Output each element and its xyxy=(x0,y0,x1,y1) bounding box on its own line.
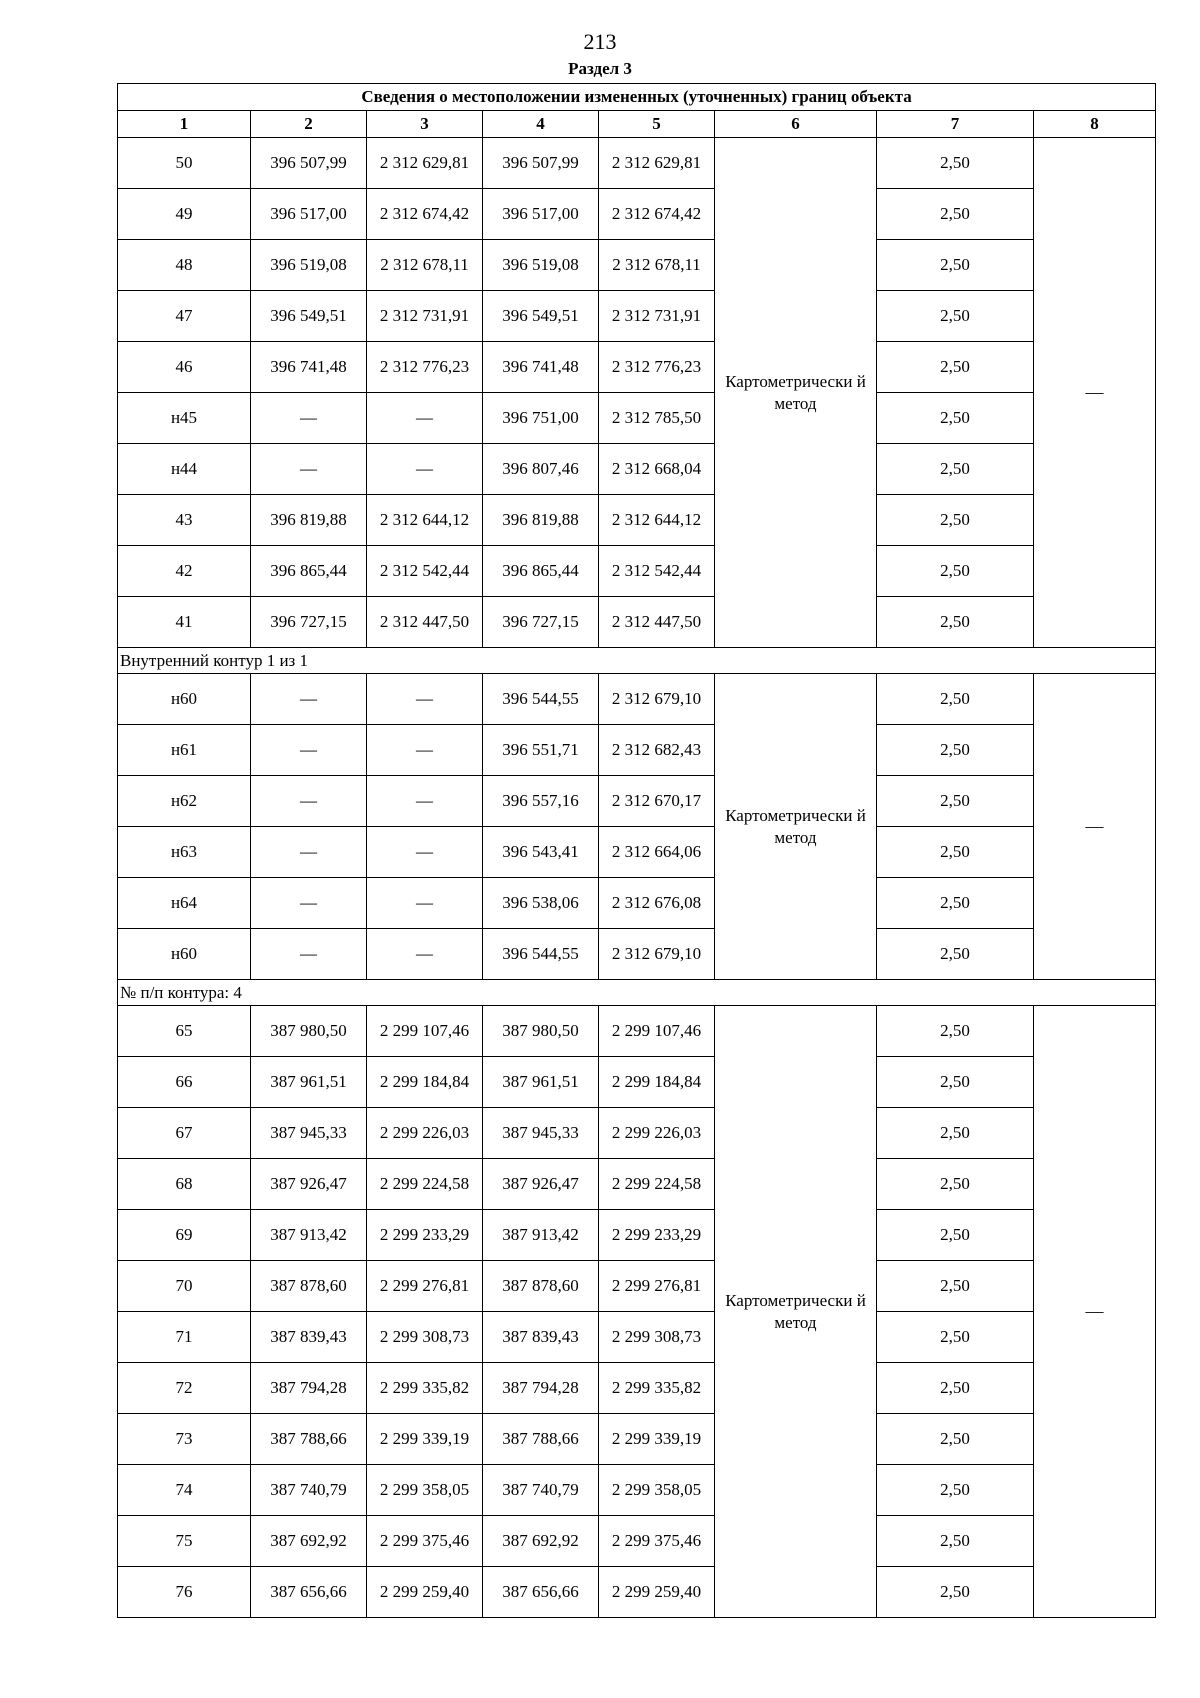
y-new-cell: 2 299 107,46 xyxy=(599,1006,715,1057)
table-row xyxy=(118,444,1156,495)
point-number-cell: 74 xyxy=(118,1465,251,1516)
x-old-cell: 396 549,51 xyxy=(251,291,367,342)
accuracy-cell: 2,50 xyxy=(877,291,1034,342)
table-row xyxy=(118,1108,1156,1159)
x-new-cell: 396 544,55 xyxy=(483,674,599,725)
x-new-cell: 396 741,48 xyxy=(483,342,599,393)
y-new-cell: 2 312 682,43 xyxy=(599,725,715,776)
y-old-cell: — xyxy=(367,776,483,827)
point-number-cell: 68 xyxy=(118,1159,251,1210)
accuracy-cell: 2,50 xyxy=(877,1159,1034,1210)
y-new-cell: 2 299 375,46 xyxy=(599,1516,715,1567)
x-old-cell: 387 913,42 xyxy=(251,1210,367,1261)
table-row xyxy=(118,240,1156,291)
point-number-cell: н60 xyxy=(118,929,251,980)
x-old-cell: 396 727,15 xyxy=(251,597,367,648)
x-old-cell: 396 865,44 xyxy=(251,546,367,597)
table-row xyxy=(118,1261,1156,1312)
x-old-cell: 396 741,48 xyxy=(251,342,367,393)
x-old-cell: 387 980,50 xyxy=(251,1006,367,1057)
y-old-cell: 2 299 308,73 xyxy=(367,1312,483,1363)
method-cell: Картометрически й метод xyxy=(715,674,877,980)
y-new-cell: 2 299 184,84 xyxy=(599,1057,715,1108)
point-number-cell: 41 xyxy=(118,597,251,648)
boundary-coordinates-table xyxy=(117,83,1156,1618)
column-number-header-row xyxy=(118,111,1156,138)
accuracy-cell: 2,50 xyxy=(877,878,1034,929)
x-new-cell: 396 543,41 xyxy=(483,827,599,878)
accuracy-cell: 2,50 xyxy=(877,1465,1034,1516)
y-old-cell: — xyxy=(367,827,483,878)
table-row xyxy=(118,291,1156,342)
x-old-cell: 396 819,88 xyxy=(251,495,367,546)
y-new-cell: 2 299 259,40 xyxy=(599,1567,715,1618)
x-new-cell: 396 751,00 xyxy=(483,393,599,444)
y-new-cell: 2 299 276,81 xyxy=(599,1261,715,1312)
table-row xyxy=(118,1057,1156,1108)
x-new-cell: 387 692,92 xyxy=(483,1516,599,1567)
point-number-cell: 50 xyxy=(118,138,251,189)
accuracy-cell: 2,50 xyxy=(877,393,1034,444)
y-new-cell: 2 312 668,04 xyxy=(599,444,715,495)
point-number-cell: 48 xyxy=(118,240,251,291)
accuracy-cell: 2,50 xyxy=(877,776,1034,827)
table-row xyxy=(118,495,1156,546)
x-old-cell: 387 926,47 xyxy=(251,1159,367,1210)
y-new-cell: 2 312 676,08 xyxy=(599,878,715,929)
x-old-cell: 396 517,00 xyxy=(251,189,367,240)
table-row xyxy=(118,1312,1156,1363)
y-new-cell: 2 312 785,50 xyxy=(599,393,715,444)
y-new-cell: 2 299 358,05 xyxy=(599,1465,715,1516)
y-old-cell: 2 312 629,81 xyxy=(367,138,483,189)
accuracy-cell: 2,50 xyxy=(877,597,1034,648)
x-old-cell: 387 839,43 xyxy=(251,1312,367,1363)
table-row xyxy=(118,1414,1156,1465)
column-number-header: 5 xyxy=(599,111,715,138)
contour-label-row xyxy=(118,648,1156,674)
table-row xyxy=(118,1210,1156,1261)
accuracy-cell: 2,50 xyxy=(877,674,1034,725)
x-new-cell: 396 865,44 xyxy=(483,546,599,597)
y-new-cell: 2 312 542,44 xyxy=(599,546,715,597)
y-old-cell: 2 299 339,19 xyxy=(367,1414,483,1465)
x-old-cell: 396 507,99 xyxy=(251,138,367,189)
accuracy-cell: 2,50 xyxy=(877,1057,1034,1108)
accuracy-cell: 2,50 xyxy=(877,546,1034,597)
column-number-header: 2 xyxy=(251,111,367,138)
table-row xyxy=(118,138,1156,189)
point-number-cell: 46 xyxy=(118,342,251,393)
x-old-cell: — xyxy=(251,827,367,878)
x-new-cell: 396 807,46 xyxy=(483,444,599,495)
point-number-cell: 75 xyxy=(118,1516,251,1567)
y-new-cell: 2 299 233,29 xyxy=(599,1210,715,1261)
x-new-cell: 387 961,51 xyxy=(483,1057,599,1108)
y-old-cell: 2 312 731,91 xyxy=(367,291,483,342)
table-row xyxy=(118,189,1156,240)
y-old-cell: 2 312 644,12 xyxy=(367,495,483,546)
y-new-cell: 2 312 670,17 xyxy=(599,776,715,827)
accuracy-cell: 2,50 xyxy=(877,444,1034,495)
x-new-cell: 396 507,99 xyxy=(483,138,599,189)
table-row xyxy=(118,674,1156,725)
accuracy-cell: 2,50 xyxy=(877,1006,1034,1057)
y-old-cell: 2 312 776,23 xyxy=(367,342,483,393)
table-row xyxy=(118,776,1156,827)
x-old-cell: 387 878,60 xyxy=(251,1261,367,1312)
page-number: 213 xyxy=(583,29,617,54)
point-number-cell: н45 xyxy=(118,393,251,444)
x-old-cell: 387 945,33 xyxy=(251,1108,367,1159)
contour-label: Внутренний контур 1 из 1 xyxy=(118,648,1156,674)
accuracy-cell: 2,50 xyxy=(877,189,1034,240)
method-cell: Картометрически й метод xyxy=(715,1006,877,1618)
y-old-cell: — xyxy=(367,444,483,495)
point-number-cell: 66 xyxy=(118,1057,251,1108)
accuracy-cell: 2,50 xyxy=(877,1516,1034,1567)
accuracy-cell: 2,50 xyxy=(877,240,1034,291)
y-new-cell: 2 312 678,11 xyxy=(599,240,715,291)
table-caption: Сведения о местоположении измененных (уточненных) границ объекта xyxy=(118,84,1156,111)
accuracy-cell: 2,50 xyxy=(877,1261,1034,1312)
table-row xyxy=(118,1006,1156,1057)
column-number-header: 1 xyxy=(118,111,251,138)
point-number-cell: н64 xyxy=(118,878,251,929)
point-number-cell: н44 xyxy=(118,444,251,495)
point-number-cell: 47 xyxy=(118,291,251,342)
x-old-cell: — xyxy=(251,674,367,725)
point-number-cell: 71 xyxy=(118,1312,251,1363)
y-new-cell: 2 299 224,58 xyxy=(599,1159,715,1210)
y-new-cell: 2 312 629,81 xyxy=(599,138,715,189)
y-new-cell: 2 312 679,10 xyxy=(599,674,715,725)
y-old-cell: 2 299 224,58 xyxy=(367,1159,483,1210)
column-number-header: 6 xyxy=(715,111,877,138)
x-new-cell: 396 517,00 xyxy=(483,189,599,240)
x-old-cell: — xyxy=(251,444,367,495)
table-row xyxy=(118,929,1156,980)
table-row xyxy=(118,725,1156,776)
x-new-cell: 387 945,33 xyxy=(483,1108,599,1159)
y-old-cell: 2 299 259,40 xyxy=(367,1567,483,1618)
accuracy-cell: 2,50 xyxy=(877,342,1034,393)
y-new-cell: 2 312 679,10 xyxy=(599,929,715,980)
x-new-cell: 396 819,88 xyxy=(483,495,599,546)
y-new-cell: 2 312 664,06 xyxy=(599,827,715,878)
point-number-cell: 42 xyxy=(118,546,251,597)
x-new-cell: 396 551,71 xyxy=(483,725,599,776)
y-old-cell: 2 299 233,29 xyxy=(367,1210,483,1261)
x-new-cell: 387 839,43 xyxy=(483,1312,599,1363)
point-number-cell: н60 xyxy=(118,674,251,725)
x-new-cell: 387 913,42 xyxy=(483,1210,599,1261)
x-old-cell: 387 788,66 xyxy=(251,1414,367,1465)
x-new-cell: 387 980,50 xyxy=(483,1006,599,1057)
table-row xyxy=(118,1363,1156,1414)
y-old-cell: 2 312 542,44 xyxy=(367,546,483,597)
point-number-cell: н63 xyxy=(118,827,251,878)
y-new-cell: 2 312 644,12 xyxy=(599,495,715,546)
accuracy-cell: 2,50 xyxy=(877,725,1034,776)
point-number-cell: 67 xyxy=(118,1108,251,1159)
column-number-header: 4 xyxy=(483,111,599,138)
point-number-cell: 65 xyxy=(118,1006,251,1057)
x-old-cell: — xyxy=(251,393,367,444)
point-number-cell: 49 xyxy=(118,189,251,240)
y-new-cell: 2 299 308,73 xyxy=(599,1312,715,1363)
table-row xyxy=(118,1465,1156,1516)
table-row xyxy=(118,546,1156,597)
x-old-cell: 387 656,66 xyxy=(251,1567,367,1618)
column-8-cell: — xyxy=(1034,1006,1156,1618)
table-row xyxy=(118,597,1156,648)
y-new-cell: 2 299 339,19 xyxy=(599,1414,715,1465)
table-row xyxy=(118,827,1156,878)
table-row xyxy=(118,1516,1156,1567)
y-old-cell: 2 299 276,81 xyxy=(367,1261,483,1312)
y-old-cell: 2 299 358,05 xyxy=(367,1465,483,1516)
x-new-cell: 387 788,66 xyxy=(483,1414,599,1465)
table-row xyxy=(118,393,1156,444)
x-new-cell: 387 794,28 xyxy=(483,1363,599,1414)
point-number-cell: 72 xyxy=(118,1363,251,1414)
accuracy-cell: 2,50 xyxy=(877,1414,1034,1465)
y-old-cell: 2 299 335,82 xyxy=(367,1363,483,1414)
x-new-cell: 387 656,66 xyxy=(483,1567,599,1618)
point-number-cell: 70 xyxy=(118,1261,251,1312)
table-row xyxy=(118,1567,1156,1618)
y-old-cell: 2 299 107,46 xyxy=(367,1006,483,1057)
y-old-cell: 2 312 674,42 xyxy=(367,189,483,240)
y-old-cell: 2 299 375,46 xyxy=(367,1516,483,1567)
y-new-cell: 2 312 674,42 xyxy=(599,189,715,240)
table-row xyxy=(118,878,1156,929)
x-new-cell: 396 549,51 xyxy=(483,291,599,342)
y-old-cell: — xyxy=(367,674,483,725)
accuracy-cell: 2,50 xyxy=(877,1210,1034,1261)
x-new-cell: 396 519,08 xyxy=(483,240,599,291)
y-new-cell: 2 299 226,03 xyxy=(599,1108,715,1159)
y-old-cell: — xyxy=(367,929,483,980)
table-row xyxy=(118,1159,1156,1210)
y-new-cell: 2 312 447,50 xyxy=(599,597,715,648)
y-old-cell: 2 299 226,03 xyxy=(367,1108,483,1159)
y-old-cell: 2 312 447,50 xyxy=(367,597,483,648)
x-new-cell: 396 727,15 xyxy=(483,597,599,648)
x-old-cell: 387 961,51 xyxy=(251,1057,367,1108)
y-new-cell: 2 299 335,82 xyxy=(599,1363,715,1414)
y-old-cell: — xyxy=(367,393,483,444)
point-number-cell: 76 xyxy=(118,1567,251,1618)
accuracy-cell: 2,50 xyxy=(877,138,1034,189)
table-row xyxy=(118,342,1156,393)
x-old-cell: — xyxy=(251,776,367,827)
y-old-cell: 2 312 678,11 xyxy=(367,240,483,291)
accuracy-cell: 2,50 xyxy=(877,1312,1034,1363)
table-caption-row xyxy=(118,84,1156,111)
contour-label: № п/п контура: 4 xyxy=(118,980,1156,1006)
section-title: Раздел 3 xyxy=(568,59,632,78)
y-new-cell: 2 312 776,23 xyxy=(599,342,715,393)
y-new-cell: 2 312 731,91 xyxy=(599,291,715,342)
accuracy-cell: 2,50 xyxy=(877,1108,1034,1159)
column-number-header: 8 xyxy=(1034,111,1156,138)
accuracy-cell: 2,50 xyxy=(877,929,1034,980)
method-cell: Картометрически й метод xyxy=(715,138,877,648)
column-number-header: 3 xyxy=(367,111,483,138)
y-old-cell: 2 299 184,84 xyxy=(367,1057,483,1108)
x-old-cell: 396 519,08 xyxy=(251,240,367,291)
y-old-cell: — xyxy=(367,725,483,776)
accuracy-cell: 2,50 xyxy=(877,1363,1034,1414)
x-new-cell: 387 926,47 xyxy=(483,1159,599,1210)
x-old-cell: 387 794,28 xyxy=(251,1363,367,1414)
y-old-cell: — xyxy=(367,878,483,929)
x-new-cell: 396 557,16 xyxy=(483,776,599,827)
x-new-cell: 396 538,06 xyxy=(483,878,599,929)
x-old-cell: — xyxy=(251,878,367,929)
x-old-cell: 387 692,92 xyxy=(251,1516,367,1567)
point-number-cell: 73 xyxy=(118,1414,251,1465)
x-new-cell: 396 544,55 xyxy=(483,929,599,980)
point-number-cell: 43 xyxy=(118,495,251,546)
x-old-cell: — xyxy=(251,725,367,776)
x-old-cell: — xyxy=(251,929,367,980)
column-number-header: 7 xyxy=(877,111,1034,138)
point-number-cell: н62 xyxy=(118,776,251,827)
accuracy-cell: 2,50 xyxy=(877,827,1034,878)
contour-label-row xyxy=(118,980,1156,1006)
accuracy-cell: 2,50 xyxy=(877,495,1034,546)
x-new-cell: 387 740,79 xyxy=(483,1465,599,1516)
x-old-cell: 387 740,79 xyxy=(251,1465,367,1516)
accuracy-cell: 2,50 xyxy=(877,1567,1034,1618)
column-8-cell: — xyxy=(1034,674,1156,980)
x-new-cell: 387 878,60 xyxy=(483,1261,599,1312)
point-number-cell: н61 xyxy=(118,725,251,776)
point-number-cell: 69 xyxy=(118,1210,251,1261)
column-8-cell: — xyxy=(1034,138,1156,648)
